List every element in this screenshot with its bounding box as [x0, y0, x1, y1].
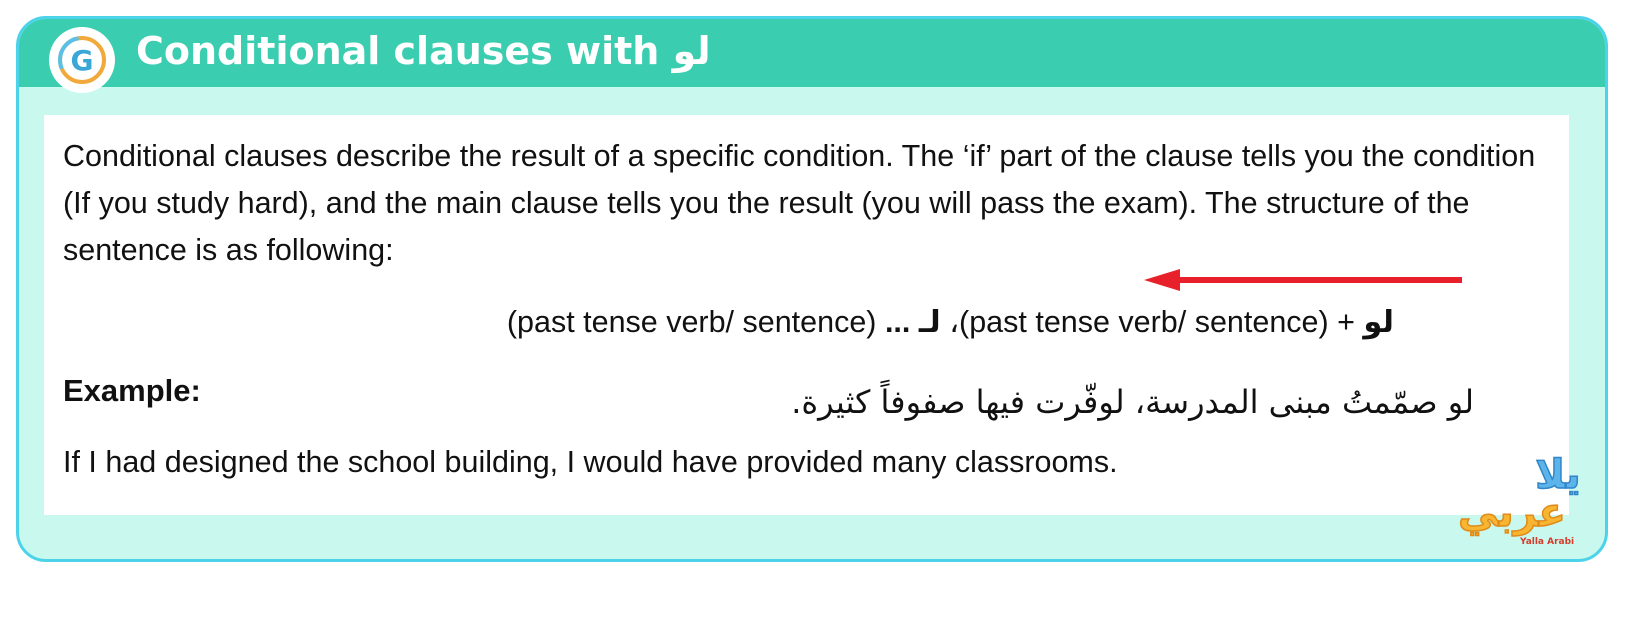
logo-letter: G [70, 44, 94, 77]
structure-ellipsis: ... [876, 305, 919, 339]
structure-part1: + (past tense verb/ sentence)، [940, 305, 1364, 339]
red-arrow-icon [1144, 265, 1464, 295]
example-translation: If I had designed the school building, I would have provided many classrooms. [63, 445, 1118, 479]
structure-part2: (past tense verb/ sentence) [506, 305, 877, 339]
brand-arabic-top: يلا [1535, 452, 1581, 498]
arabic-example-sentence: لو صمّمتُ مبنى المدرسة، لوفّرت فيها صفوفاً كثيرة. [791, 383, 1474, 421]
brand-name: Yalla Arabi [1520, 537, 1575, 547]
card-header [19, 19, 1605, 87]
content-panel [44, 115, 1569, 515]
page-title: Conditional clauses with لو [136, 29, 711, 73]
lesson-card [16, 16, 1608, 562]
structure-la: لـ [918, 305, 941, 339]
example-label: Example: [63, 373, 201, 408]
structure-law: لو [1363, 305, 1394, 339]
brand-arabic-bottom: عربي [1458, 490, 1566, 536]
grammar-logo-icon [49, 27, 115, 93]
intro-paragraph: Conditional clauses describe the result of a specific condition. The ‘if’ part of the clause tells you the condition (If you study hard), and the main clause tells you the result (you will pass the exam). The structure of the sentence is as following: [63, 139, 1536, 267]
sentence-structure [244, 305, 1394, 340]
yalla-arabi-logo-icon [1450, 440, 1600, 555]
